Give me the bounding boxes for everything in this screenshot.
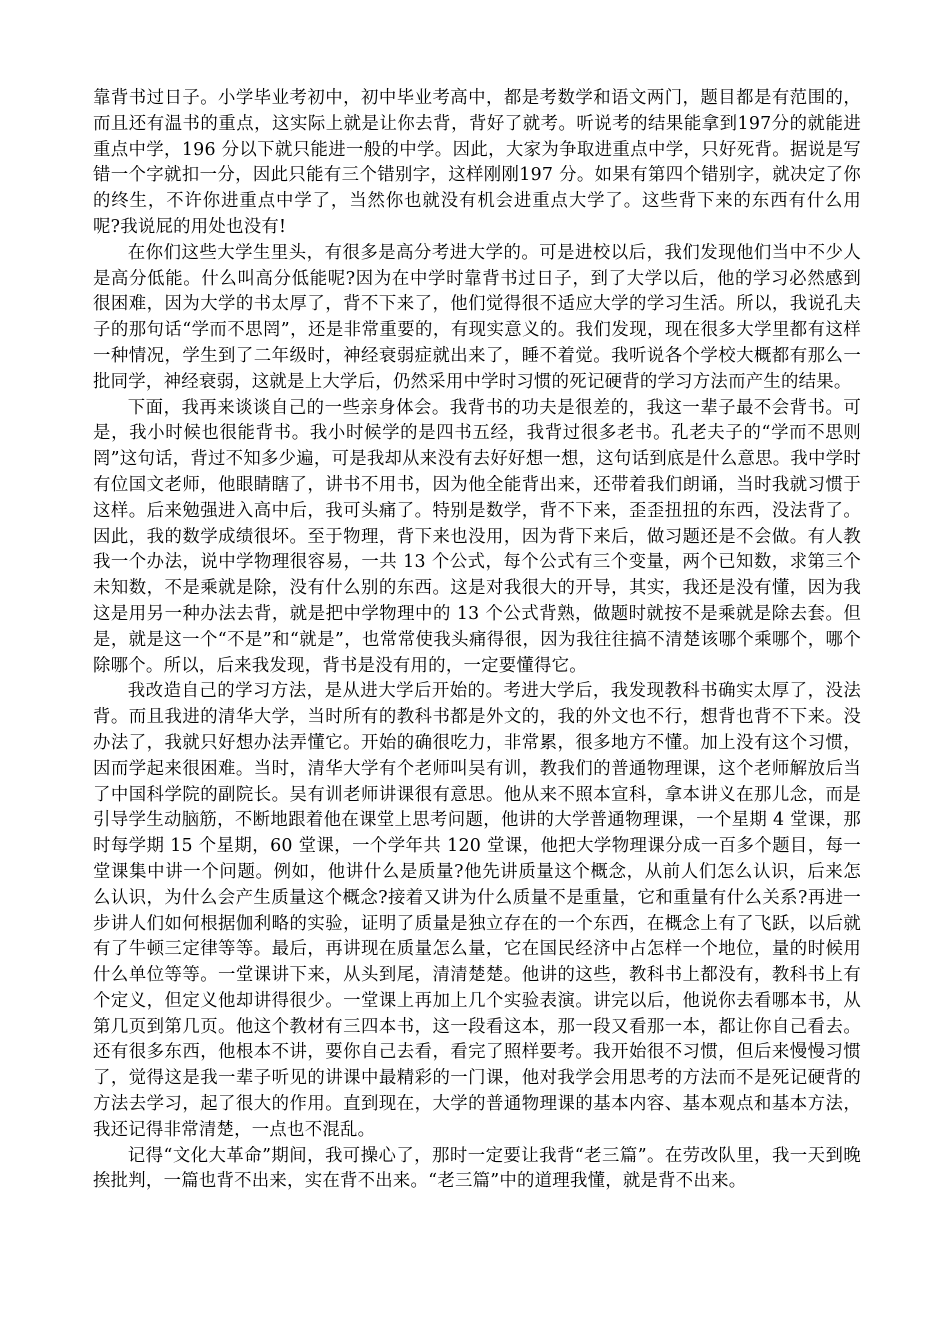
paragraph-5: 记得“文化大革命”期间，我可操心了，那时一定要让我背“老三篇”。在劳改队里，我一天到晚挨批判，一篇也背不出来，实在背不出来。“老三篇”中的道理我懂，就是背不出来。 (93, 1145, 861, 1192)
document-page (93, 86, 861, 1195)
paragraph-1: 靠背书过日子。小学毕业考初中，初中毕业考高中，都是考数学和语文两门，题目都是有范围的，而且还有温书的重点，这实际上就是让你去背，背好了就考。听说考的结果能拿到197分的就能进重点中学，196 分以下就只能进一般的中学。因此，大家为争取进重点中学，只好死背。据说是写错一个字就扣一分，因此只能有三个错别字，这样刚刚197 分。如果有第四个错别字，就决定了你的终生，不许你进重点中学了，当然你也就没有机会进重点大学了。这些背下来的东西有什么用呢?我说屁的用处也没有! (93, 88, 861, 237)
paragraph-4: 我改造自己的学习方法，是从进大学后开始的。考进大学后，我发现教科书确实太厚了，没法背。而且我进的清华大学，当时所有的教科书都是外文的，我的外文也不行，想背也背不下来。没办法了，我就只好想办法弄懂它。开始的确很吃力，非常累，很多地方不懂。加上没有这个习惯，因而学起来很困难。当时，清华大学有个老师叫吴有训，教我们的普通物理课，这个老师解放后当了中国科学院的副院长。吴有训老师讲课很有意思。他从来不照本宣科，拿本讲义在那儿念，而是引导学生动脑筋，不断地跟着他在课堂上思考问题，他讲的大学普通物理课，一个星期 4 堂课，那时每学期 15 个星期，60 堂课，一个学年共 120 堂课，他把大学物理课分成一百多个题目，每一堂课集中讲一个问题。例如，他讲什么是质量?他先讲质量这个概念，从前人们怎么认识，后来怎么认识，为什么会产生质量这个概念?接着又讲为什么质量不是重量，它和重量有什么关系?再进一步讲人们如何根据伽利略的实验，证明了质量是独立存在的一个东西，在概念上有了飞跃，以后就有了牛顿三定律等等。最后，再讲现在质量怎么量，它在国民经济中占怎样一个地位，量的时候用什么单位等等。一堂课讲下来，从头到尾，清清楚楚。他讲的这些，教科书上都没有，教科书上有个定义，但定义他却讲得很少。一堂课上再加上几个实验表演。讲完以后，他说你去看哪本书，从第几页到第几页。他这个教材有三四本书，这一段看这本，那一段又看那一本，都让你自己看去。还有很多东西，他根本不讲，要你自己去看，看完了照样要考。我开始很不习惯，但后来慢慢习惯了，觉得这是我一辈子听见的讲课中最精彩的一门课，他对我学会用思考的方法而不是死记硬背的方法去学习，起了很大的作用。直到现在，大学的普通物理课的基本内容、基本观点和基本方法，我还记得非常清楚，一点也不混乱。 (93, 681, 861, 1140)
paragraph-2: 在你们这些大学生里头，有很多是高分考进大学的。可是进校以后，我们发现他们当中不少人是高分低能。什么叫高分低能呢?因为在中学时靠背书过日子，到了大学以后，他的学习必然感到很困难，因为大学的书太厚了，背不下来了，他们觉得很不适应大学的学习生活。所以，我说孔夫子的那句话“学而不思罔”，还是非常重要的，有现实意义的。我们发现，现在很多大学里都有这样一种情况，学生到了二年级时，神经衰弱症就出来了，睡不着觉。我听说各个学校大概都有那么一批同学，神经衰弱，这就是上大学后，仍然采用中学时习惯的死记硬背的学习方法而产生的结果。 (93, 242, 861, 392)
paragraph-3: 下面，我再来谈谈自己的一些亲身体会。我背书的功夫是很差的，我这一辈子最不会背书。可是，我小时候也很能背书。我小时候学的是四书五经，我背过很多老书。孔老夫子的“学而不思则罔”这句话，背过不知多少遍，可是我却从来没有去好好想一想，这句话到底是什么意思。我中学时有位国文老师，他眼睛瞎了，讲书不用书，因为他全能背出来，还带着我们朗诵，当时我就习惯于这样。后来勉强进入高中后，我可头痛了。特别是数学，背不下来，歪歪扭扭的东西，没法背了。因此，我的数学成绩很坏。至于物理，背下来也没用，因为背下来后，做习题还是不会做。有人教我一个办法，说中学物理很容易，一共 13 个公式，每个公式有三个变量，两个已知数，求第三个未知数，不是乘就是除，没有什么别的东西。这是对我很大的开导，其实，我还是没有懂，因为我这是用另一种办法去背，就是把中学物理中的 13 个公式背熟，做题时就按不是乘就是除去套。但是，就是这一个“不是”和“就是”，也常常使我头痛得很，因为我往往搞不清楚该哪个乘哪个，哪个除哪个。所以，后来我发现，背书是没有用的，一定要懂得它。 (93, 397, 861, 676)
